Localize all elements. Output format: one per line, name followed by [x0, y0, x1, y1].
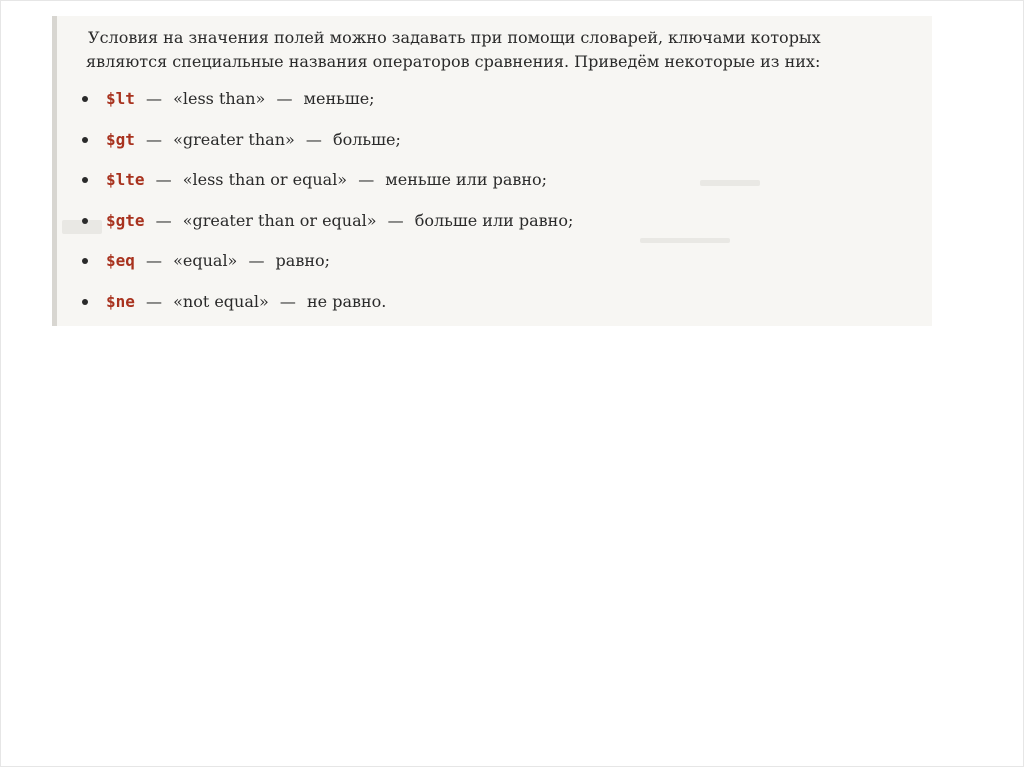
dash: — [248, 251, 265, 271]
bullet-icon [82, 137, 88, 143]
intro-line-2: являются специальные названия операторов сравнения. Приведём некоторые из них: [86, 52, 821, 71]
operator-meaning: равно; [275, 251, 331, 271]
operator-code: $eq [106, 251, 135, 271]
operator-meaning: меньше; [303, 89, 375, 108]
operator-code: $lt [106, 89, 135, 108]
bullet-icon [82, 258, 88, 264]
dash: — [279, 291, 296, 311]
operator-code: $gt [106, 129, 135, 149]
operator-code: $gte [106, 210, 145, 230]
operator-english: «less than» [173, 89, 266, 108]
dash: — [305, 129, 322, 149]
dash: — [155, 210, 172, 230]
operator-english: «not equal» [173, 291, 269, 311]
operator-meaning: больше; [332, 129, 401, 149]
dash: — [387, 210, 404, 230]
intro-paragraph [86, 26, 916, 74]
list-item [68, 127, 573, 168]
dash: — [276, 89, 293, 108]
dash: — [146, 251, 162, 271]
scan-artifact [700, 180, 760, 186]
list-item [68, 248, 573, 289]
bullet-icon [82, 177, 88, 183]
operator-code: $ne [106, 291, 135, 311]
list-item [68, 86, 573, 127]
scanned-page-edge [52, 16, 57, 326]
operator-meaning: больше или равно; [414, 210, 574, 230]
dash: — [146, 291, 162, 311]
intro-line-1: Условия на значения полей можно задавать при помощи словарей, ключами которых [88, 28, 821, 47]
list-item [68, 289, 573, 330]
operator-list [68, 86, 573, 330]
bullet-icon [82, 96, 88, 102]
operator-english: «equal» [173, 251, 238, 271]
operator-english: «greater than» [173, 129, 295, 149]
dash: — [155, 170, 172, 190]
dash: — [146, 89, 162, 108]
list-item [68, 167, 573, 208]
operator-meaning: меньше или равно; [385, 170, 548, 190]
scan-artifact [640, 238, 730, 243]
bullet-icon [82, 299, 88, 305]
operator-meaning: не равно. [306, 291, 387, 311]
dash: — [358, 170, 375, 190]
operator-english: «greater than or equal» [182, 210, 377, 230]
list-item [68, 208, 573, 249]
dash: — [146, 129, 162, 149]
bullet-icon [82, 218, 88, 224]
operator-english: «less than or equal» [182, 170, 348, 190]
operator-code: $lte [106, 170, 145, 190]
